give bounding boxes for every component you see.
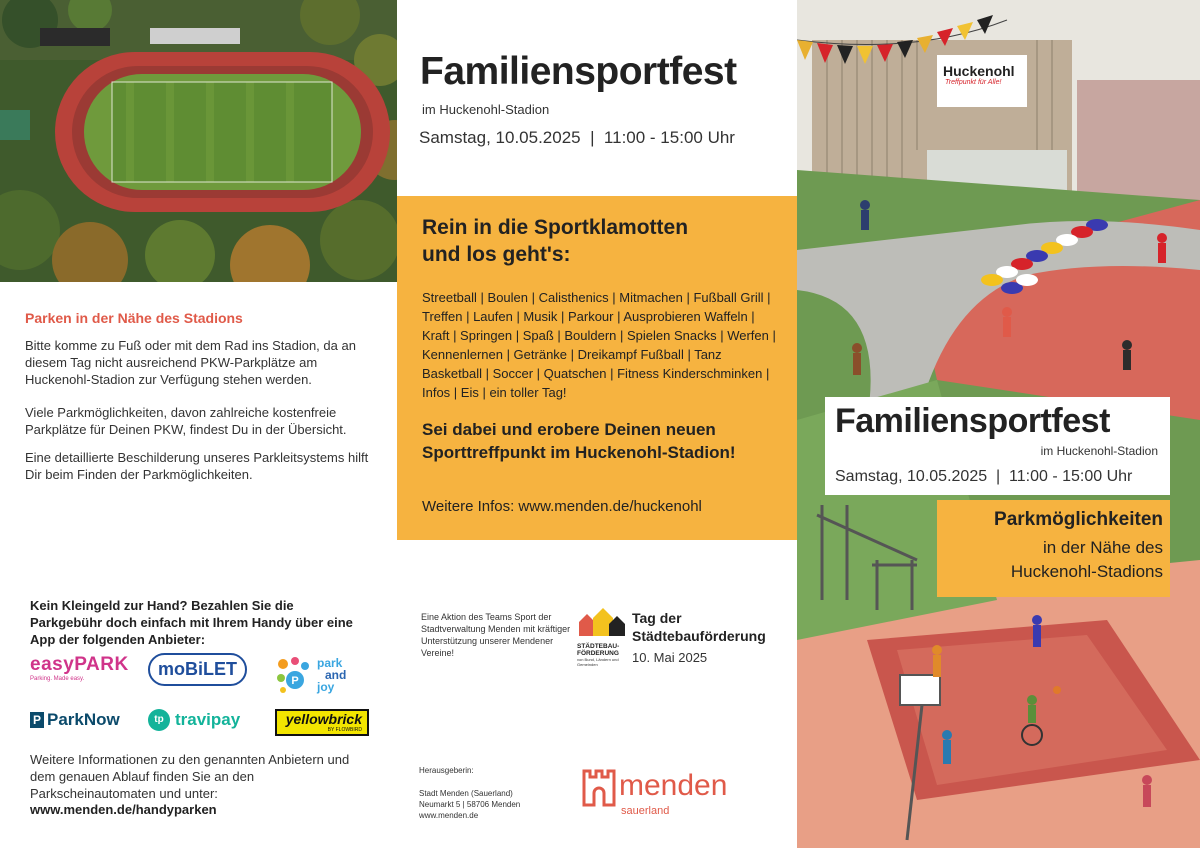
tag-title-line: Städtebauförderung bbox=[632, 628, 766, 644]
event-venue: im Huckenohl-Stadion bbox=[422, 102, 550, 117]
mobilet-logo bbox=[148, 652, 247, 686]
menden-logo bbox=[577, 763, 737, 823]
action-credit: Eine Aktion des Teams Sport der Stadtverwaltung Menden mit kräftiger Unterstützung unserer Mendener Vereine! bbox=[421, 612, 571, 658]
right-panel bbox=[797, 0, 1200, 848]
tag-title-line: Tag der bbox=[632, 610, 682, 626]
event-title: Familiensportfest bbox=[835, 402, 1110, 440]
sbf-line: STÄDTEBAU- bbox=[577, 643, 620, 650]
headline-line: Rein in die Sportklamotten bbox=[422, 216, 689, 239]
imprint-url[interactable]: www.menden.de bbox=[419, 811, 479, 820]
call-to-action: Sei dabei und erobere Deinen neuen Sporttreffpunkt im Huckenohl-Stadion! bbox=[422, 420, 736, 462]
travipay-logo bbox=[148, 703, 240, 737]
more-info-text: Weitere Informationen zu den genannten Anbietern und dem genauen Ablauf finden Sie an den Parkscheinautomaten und unter: bbox=[30, 752, 350, 801]
travipay-name: travipay bbox=[175, 710, 241, 729]
parkandjoy-logo bbox=[275, 654, 346, 696]
activities-box bbox=[397, 196, 797, 540]
tag-der-staedtebaufoerderung bbox=[632, 609, 766, 645]
sbf-line: von Bund, Ländern und bbox=[577, 657, 619, 662]
event-date: Samstag, 10.05.2025 | 11:00 - 15:00 Uhr bbox=[419, 128, 735, 147]
huckenohl-sign bbox=[937, 57, 1025, 105]
easypark-logo bbox=[30, 654, 129, 688]
parking-title: Parkmöglichkeiten bbox=[994, 509, 1163, 530]
event-title: Familiensportfest bbox=[420, 50, 737, 93]
imprint-line: Stadt Menden (Sauerland) bbox=[419, 789, 513, 798]
app-heading: Kein Kleingeld zur Hand? Bezahlen Sie die Parkgebühr doch einfach mit Ihrem Handy über eine App der folgenden Anbieter: bbox=[30, 598, 353, 647]
event-info-box bbox=[825, 397, 1170, 495]
middle-panel bbox=[397, 0, 797, 848]
parking-paragraph: Bitte komme zu Fuß oder mit dem Rad ins Stadion, da an diesem Tag nicht ausreichend PKW-Parkplätze am Huckenohl-Stadion zur Verfügung stehen werden. bbox=[25, 338, 356, 387]
yellowbrick-name: yellowbrick bbox=[285, 710, 362, 727]
parkandjoy-line1: park bbox=[317, 656, 343, 670]
parkandjoy-icon bbox=[275, 656, 313, 694]
sbf-line: Gemeinden bbox=[577, 662, 598, 667]
sauerland-word: sauerland bbox=[621, 805, 670, 817]
castle-icon bbox=[581, 765, 617, 807]
parknow-name: ParkNow bbox=[47, 710, 120, 729]
event-date: Samstag, 10.05.2025 | 11:00 - 15:00 Uhr bbox=[835, 468, 1133, 485]
easypark-name: easyPARK bbox=[30, 654, 129, 675]
parking-paragraph: Eine detaillierte Beschilderung unseres Parkleitsystems hilft Dir beim Finden der Parkmöglichkeiten. bbox=[25, 450, 369, 482]
sign-name: Huckenohl bbox=[943, 63, 1015, 79]
parkandjoy-line2: and bbox=[325, 668, 347, 682]
tag-date: 10. Mai 2025 bbox=[632, 650, 708, 665]
sbf-line: FÖRDERUNG bbox=[577, 650, 619, 657]
parknow-icon: P bbox=[30, 712, 44, 728]
activities-headline bbox=[422, 214, 688, 268]
handyparken-url[interactable]: www.menden.de/handyparken bbox=[30, 802, 217, 817]
imprint-line: Neumarkt 5 | 58706 Menden bbox=[419, 800, 521, 809]
yellowbrick-logo bbox=[275, 705, 369, 739]
svg-text:P: P bbox=[291, 675, 299, 687]
imprint-label: Herausgeberin: bbox=[419, 766, 474, 775]
headline-line: und los geht's: bbox=[422, 243, 571, 266]
easypark-tagline: Parking. Made easy. bbox=[30, 676, 85, 682]
more-info-link[interactable]: Weitere Infos: www.menden.de/huckenohl bbox=[422, 498, 702, 515]
parking-subtitle-line: in der Nähe des bbox=[1042, 538, 1163, 557]
left-panel bbox=[0, 0, 397, 848]
mobilet-name: moBiLET bbox=[148, 653, 247, 686]
menden-word: menden bbox=[619, 769, 728, 802]
staedtebaufoerderung-logo bbox=[577, 606, 629, 676]
parking-paragraph: Viele Parkmöglichkeiten, davon zahlreiche kostenfreie Parkplätze für Deinen PKW, findest Du in der Übersicht. bbox=[25, 405, 347, 437]
houses-icon bbox=[577, 606, 629, 638]
parking-box bbox=[937, 500, 1170, 597]
parknow-logo bbox=[30, 703, 120, 737]
yellowbrick-sub: BY FLOWBIRD bbox=[327, 726, 362, 733]
stadium-aerial-photo bbox=[0, 0, 397, 282]
event-venue: im Huckenohl-Stadion bbox=[1040, 444, 1158, 458]
travipay-icon: tp bbox=[148, 709, 170, 731]
sign-tagline: Treffpunkt für Alle! bbox=[945, 79, 1002, 86]
parkandjoy-line3: joy bbox=[317, 680, 335, 694]
parking-subtitle-line: Huckenohl-Stadions bbox=[1010, 562, 1163, 581]
parking-title: Parken in der Nähe des Stadions bbox=[25, 310, 243, 326]
parking-subtitle bbox=[1011, 536, 1163, 584]
activities-list: Streetball | Boulen | Calisthenics | Mitmachen | Fußball Grill | Treffen | Laufen | Musik | Parkour | Ausprobieren Waffeln | Kraft | Springen | Spaß | Bouldern | Spielen Snacks | Werfen | Kennenlernen | Getränke | Dreikampf Fußball | Tanz Basketball | Soccer | Quatschen | Fitness Kinderschminken | Infos | Eis | ein toller Tag! bbox=[422, 290, 776, 400]
